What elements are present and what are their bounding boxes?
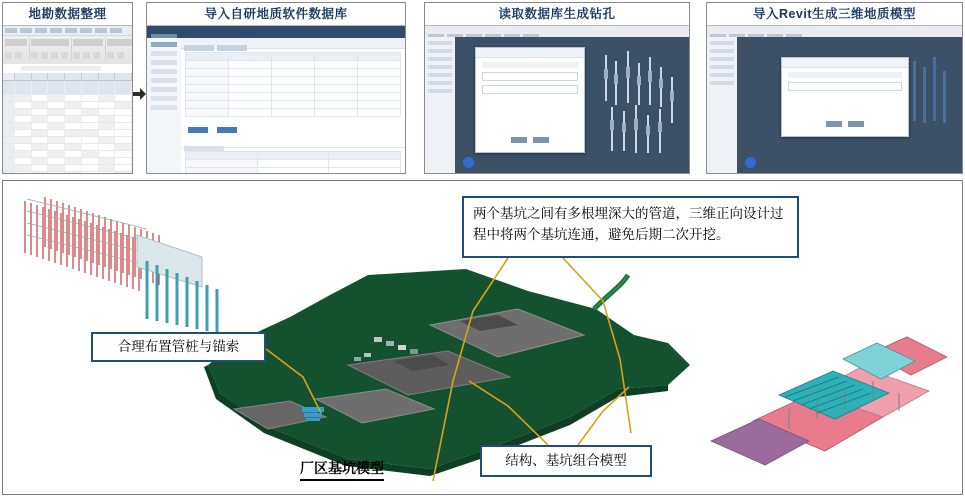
borehole-column bbox=[623, 111, 625, 151]
callout-pile-anchor: 合理布置管桩与锚索 bbox=[91, 332, 266, 362]
data-table bbox=[185, 151, 401, 174]
dialog-buttons[interactable] bbox=[476, 130, 584, 148]
workflow-panel-database[interactable] bbox=[146, 2, 406, 174]
borehole-column bbox=[671, 77, 673, 123]
viewer-action-button[interactable] bbox=[463, 157, 474, 168]
software-toolbar-row[interactable] bbox=[181, 117, 405, 138]
excel-row bbox=[3, 158, 132, 165]
table-row bbox=[186, 77, 401, 85]
excel-row bbox=[3, 123, 132, 130]
spreadsheet-screenshot bbox=[3, 26, 132, 174]
leader-line-pile bbox=[266, 349, 321, 413]
table-row bbox=[186, 85, 401, 93]
workflow-panel-spreadsheet[interactable] bbox=[2, 2, 133, 174]
table-header-row bbox=[186, 53, 401, 61]
dialog-input[interactable] bbox=[482, 85, 578, 94]
excel-ribbon bbox=[3, 26, 132, 65]
viewer-sidebar[interactable] bbox=[425, 37, 456, 174]
software-table-upper bbox=[181, 49, 405, 117]
model-title: 厂区基坑模型 bbox=[300, 458, 384, 481]
excel-row bbox=[3, 137, 132, 144]
borehole-column bbox=[615, 61, 617, 105]
borehole-dialog[interactable] bbox=[475, 47, 585, 153]
viewer-window bbox=[425, 26, 689, 174]
import-button[interactable] bbox=[188, 127, 208, 133]
table-row bbox=[186, 69, 401, 77]
borehole-column bbox=[627, 51, 629, 103]
leader-line-pipe bbox=[563, 258, 631, 433]
borehole-column bbox=[649, 57, 651, 105]
excel-row bbox=[3, 151, 132, 158]
dialog-input[interactable] bbox=[788, 82, 902, 91]
excel-ribbon-group-clipboard bbox=[3, 37, 30, 61]
export-button[interactable] bbox=[217, 127, 237, 133]
table-row bbox=[186, 109, 401, 117]
excel-row bbox=[3, 116, 132, 123]
table-header-row bbox=[186, 152, 401, 160]
table-row bbox=[186, 160, 401, 168]
callout-pipeline: 两个基坑之间有多根埋深大的管道，三维正向设计过程中将两个基坑连通，避免后期二次开挖。 bbox=[462, 196, 799, 258]
leader-line-combo-2 bbox=[578, 387, 629, 445]
excel-ribbon-group-font bbox=[29, 37, 72, 61]
dialog-label bbox=[482, 62, 578, 68]
data-table bbox=[185, 52, 401, 117]
excel-ribbon-group-number bbox=[105, 37, 132, 61]
table-row bbox=[186, 168, 401, 175]
borehole-column bbox=[611, 107, 613, 151]
workflow-panel-boreholes[interactable] bbox=[424, 2, 690, 174]
software-tabbar[interactable] bbox=[181, 38, 405, 49]
dialog-titlebar bbox=[476, 48, 584, 58]
panel-title-spreadsheet: 地勘数据整理 bbox=[3, 3, 132, 26]
borehole-column bbox=[605, 55, 607, 101]
arrow-right-icon bbox=[133, 88, 146, 100]
borehole-column bbox=[660, 67, 662, 107]
excel-row bbox=[3, 172, 132, 174]
borehole-viewer-screenshot bbox=[425, 26, 689, 174]
leader-line-combo bbox=[469, 381, 548, 445]
table-row bbox=[186, 61, 401, 69]
geology-layer bbox=[943, 71, 946, 123]
dialog-titlebar bbox=[782, 58, 908, 68]
software-section-label bbox=[181, 138, 405, 148]
dialog-label bbox=[788, 72, 902, 78]
excel-row bbox=[3, 102, 132, 109]
excel-row bbox=[3, 88, 132, 95]
excel-row bbox=[3, 95, 132, 102]
borehole-column bbox=[635, 105, 637, 153]
database-software-screenshot bbox=[147, 26, 405, 174]
excel-row bbox=[3, 109, 132, 116]
viewer-3d-canvas[interactable] bbox=[455, 37, 689, 174]
panel-title-boreholes: 读取数据库生成钻孔 bbox=[425, 3, 689, 26]
excel-ribbon-tabs bbox=[3, 26, 132, 36]
viewer-window bbox=[707, 26, 962, 174]
geology-layer bbox=[923, 67, 926, 123]
panel-title-revit: 导入Revit生成三维地质模型 bbox=[707, 3, 962, 26]
borehole-column bbox=[638, 63, 640, 105]
software-sidebar[interactable] bbox=[147, 38, 182, 174]
borehole-column bbox=[647, 115, 649, 153]
viewer-3d-canvas[interactable] bbox=[737, 37, 962, 174]
borehole-column bbox=[659, 109, 661, 153]
software-window bbox=[147, 26, 405, 174]
geology-layer bbox=[913, 61, 916, 121]
panel-title-database: 导入自研地质软件数据库 bbox=[147, 3, 405, 26]
excel-ribbon-group-alignment bbox=[71, 37, 106, 61]
viewer-sidebar[interactable] bbox=[707, 37, 738, 174]
excel-row bbox=[3, 130, 132, 137]
workflow-panel-revit[interactable] bbox=[706, 2, 963, 174]
excel-row bbox=[3, 81, 132, 88]
geology-layer bbox=[933, 57, 936, 121]
software-content bbox=[181, 38, 405, 174]
revit-dialog[interactable] bbox=[781, 57, 909, 137]
software-titlebar bbox=[147, 26, 405, 38]
excel-row bbox=[3, 144, 132, 151]
excel-grid[interactable] bbox=[3, 73, 132, 174]
revit-viewer-screenshot bbox=[707, 26, 962, 174]
dialog-input[interactable] bbox=[482, 72, 578, 81]
dialog-buttons[interactable] bbox=[782, 114, 908, 132]
terrain-3d-view[interactable] bbox=[3, 181, 962, 494]
table-row bbox=[186, 101, 401, 109]
software-table-lower bbox=[181, 148, 405, 174]
excel-column-headers bbox=[3, 73, 132, 81]
model-overview-panel bbox=[2, 180, 963, 495]
excel-row bbox=[3, 165, 132, 172]
viewer-action-button[interactable] bbox=[745, 157, 756, 168]
callout-combined-model: 结构、基坑组合模型 bbox=[480, 445, 652, 477]
workflow-row bbox=[0, 0, 965, 178]
table-row bbox=[186, 93, 401, 101]
